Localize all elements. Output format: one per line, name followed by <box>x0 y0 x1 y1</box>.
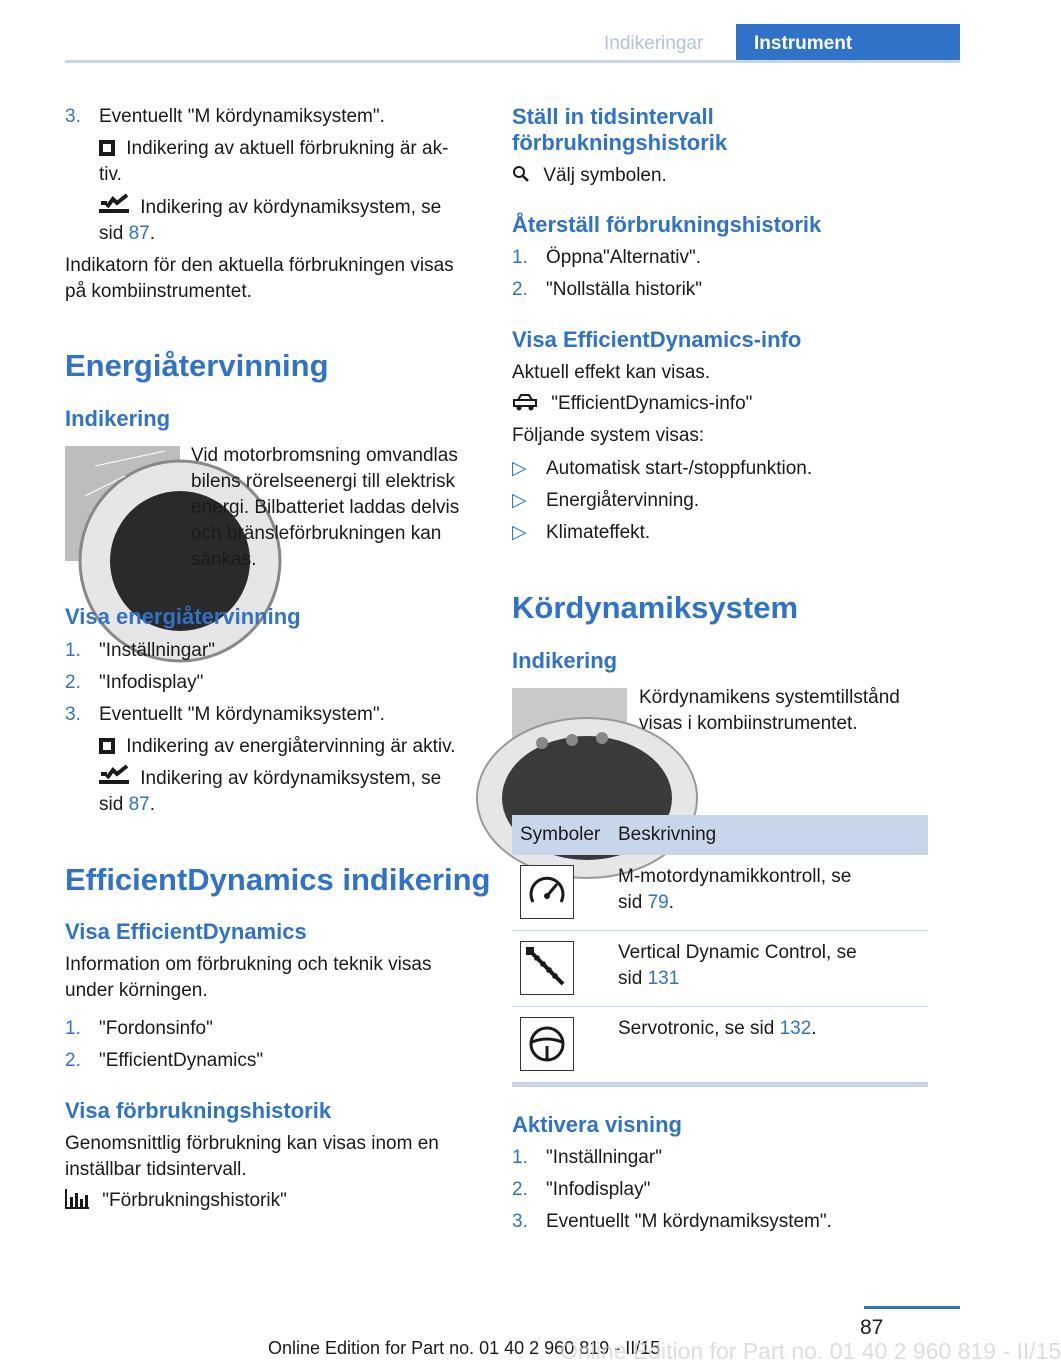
heading-visa-efficientdynamics: Visa EfficientDynamics <box>65 919 307 944</box>
page-link[interactable]: 131 <box>647 968 680 989</box>
check-road-icon <box>99 766 131 788</box>
paragraph-line: Genomsnittlig förbrukning kan visas inom en <box>65 1133 439 1154</box>
header-section-title: Indikeringar <box>604 33 704 54</box>
list-item: Klimateffekt. <box>546 522 651 543</box>
watermark: Online Edition for Part no. 01 40 2 960 819 - II/15 <box>560 1338 1061 1364</box>
list-item: "Nollställa historik" <box>546 279 703 300</box>
symbol-text: Indikering av aktuell förbrukning är ak- <box>126 138 449 159</box>
drive-dynamics-illustration <box>512 688 627 803</box>
list-item-text: Eventuellt "M kördynamiksystem". <box>99 106 385 127</box>
heading-visa-energiatervinning: Visa energiåtervinning <box>65 604 301 629</box>
symbol-line <box>99 734 455 760</box>
paragraph-line: Information om förbrukning och teknik visas <box>65 954 432 975</box>
list-number: 2. <box>512 279 528 300</box>
heading-energiatervinning: Energiåtervinning <box>65 348 329 383</box>
indik-line: sänkas. <box>191 549 257 570</box>
paragraph-line: Kördynamikens systemtillstånd <box>639 687 900 708</box>
list-number: 1. <box>512 1147 528 1168</box>
list-number: 1. <box>65 640 81 661</box>
symbol-text-cont: tiv. <box>99 164 122 185</box>
period: . <box>811 1018 817 1039</box>
paragraph-line: Följande system visas: <box>512 425 705 446</box>
heading-kordynamiksystem: Kördynamiksystem <box>512 590 799 625</box>
list-item: Eventuellt "M kördynamiksystem". <box>99 704 385 725</box>
symbol-text: Indikering av kördynamiksystem, se <box>140 768 442 789</box>
search-icon <box>512 165 530 183</box>
paragraph-line: Aktuell effekt kan visas. <box>512 362 711 383</box>
header-rule <box>65 60 960 63</box>
paragraph-line: visas i kombiinstrumentet. <box>639 713 858 734</box>
list-number: 2. <box>512 1179 528 1200</box>
symbol-line <box>99 136 448 162</box>
symbol-line <box>99 195 441 221</box>
table-cell-line <box>618 966 679 992</box>
symbol-text: Indikering av energiåtervinning är aktiv. <box>126 736 456 757</box>
indik-line: Vid motorbromsning omvandlas <box>191 445 458 466</box>
list-item: "Fordonsinfo" <box>99 1018 213 1039</box>
symbol-line <box>512 163 667 189</box>
heading-aktivera-visning: Aktivera visning <box>512 1112 682 1137</box>
page-link[interactable]: 87 <box>128 794 150 815</box>
footer-edition: Online Edition for Part no. 01 40 2 960 819 - II/15 <box>268 1338 661 1358</box>
indik-line: och bränsleförbrukningen kan <box>191 523 442 544</box>
bullet-triangle-icon: ▷ <box>512 458 527 479</box>
indicator-square-icon <box>99 140 115 156</box>
bar-chart-icon <box>65 1189 89 1209</box>
col-header-beskrivning: Beskrivning <box>618 824 717 845</box>
paragraph-line: under körningen. <box>65 980 208 1001</box>
list-number: 1. <box>512 247 528 268</box>
page-link[interactable]: 132 <box>779 1018 812 1039</box>
indik-line: energi. Bilbatteriet laddas delvis <box>191 497 460 518</box>
list-item: "Infodisplay" <box>546 1179 651 1200</box>
symbol-line <box>512 391 752 417</box>
indikering-paragraph <box>191 443 481 573</box>
list-item: "Infodisplay" <box>99 672 204 693</box>
list-item: Automatisk start-/stoppfunktion. <box>546 458 813 479</box>
symbol-text: "EfficientDynamics-info" <box>551 393 753 414</box>
table-cell-line: M-motordynamikkontroll, se <box>618 866 852 887</box>
gauge-illustration <box>65 446 180 561</box>
table-row-divider <box>512 1006 928 1007</box>
steering-wheel-icon <box>520 1017 574 1071</box>
symbol-text: Välj symbolen. <box>543 165 667 186</box>
symbol-line <box>99 766 441 792</box>
heading-visa-forbrukningshistorik: Visa förbrukningshistorik <box>65 1098 332 1123</box>
page-link[interactable]: 87 <box>128 223 150 244</box>
heading-indikering: Indikering <box>65 406 171 431</box>
page-number: 87 <box>860 1316 884 1339</box>
paragraph-line: Indikatorn för den aktuella förbrukningen visas <box>65 255 454 276</box>
car-info-icon <box>512 394 538 412</box>
energy-gauge-image <box>65 446 180 561</box>
list-number: 2. <box>65 1050 81 1071</box>
table-header <box>512 815 928 855</box>
page-ref-line <box>99 792 155 818</box>
table-cell-line <box>618 890 674 916</box>
cell-text: Servotronic, se sid <box>618 1018 780 1039</box>
period: . <box>149 794 155 815</box>
header-tab-instrument: Instrument <box>736 24 960 63</box>
list-number: 2. <box>65 672 81 693</box>
heading-visa-info: Visa EfficientDynamics-info <box>512 327 802 352</box>
heading-aterstall: Återställ förbrukningshistorik <box>512 212 822 237</box>
heading-line: förbrukningshistorik <box>512 130 728 155</box>
symbol-line <box>65 1188 287 1214</box>
list-item: "Inställningar" <box>99 640 215 661</box>
heading-stall-in-tidsintervall <box>512 104 727 156</box>
list-item: "EfficientDynamics" <box>99 1050 264 1071</box>
list-number: 3. <box>65 106 81 127</box>
check-road-icon <box>99 195 131 217</box>
gauge-icon <box>520 865 574 919</box>
sid-label: sid <box>99 223 129 244</box>
page-link[interactable]: 79 <box>647 892 669 913</box>
table-cell-line: Vertical Dynamic Control, se <box>618 942 857 963</box>
list-item: Energiåtervinning. <box>546 490 700 511</box>
table-cell-line <box>618 1016 817 1042</box>
page-ref-line <box>99 221 155 247</box>
footer-rule <box>864 1306 960 1309</box>
indik-line: bilens rörelseenergi till elektrisk <box>191 471 455 492</box>
period: . <box>149 223 155 244</box>
list-item: Öppna"Alternativ". <box>546 247 702 268</box>
shock-absorber-icon <box>520 941 574 995</box>
drive-dynamics-image <box>512 688 627 803</box>
sid-label: sid <box>618 968 648 989</box>
bullet-triangle-icon: ▷ <box>512 522 527 543</box>
heading-line: Ställ in tidsintervall <box>512 104 714 129</box>
heading-indikering: Indikering <box>512 648 618 673</box>
list-item: "Inställningar" <box>546 1147 662 1168</box>
list-item: Eventuellt "M kördynamiksystem". <box>546 1211 832 1232</box>
list-number: 1. <box>65 1018 81 1039</box>
symbol-text: "Förbrukningshistorik" <box>102 1190 287 1211</box>
paragraph-line: på kombiinstrumentet. <box>65 281 252 302</box>
paragraph-line: inställbar tidsintervall. <box>65 1159 247 1180</box>
col-header-symboler: Symboler <box>520 824 601 845</box>
list-number: 3. <box>65 704 81 725</box>
indicator-square-icon <box>99 738 115 754</box>
sid-label: sid <box>99 794 129 815</box>
symbol-text: Indikering av kördynamiksystem, se <box>140 197 442 218</box>
heading-efficientdynamics: EfficientDynamics indikering <box>65 862 491 897</box>
period: . <box>668 892 674 913</box>
table-bottom-rule <box>512 1082 928 1087</box>
bullet-triangle-icon: ▷ <box>512 490 527 511</box>
list-number: 3. <box>512 1211 528 1232</box>
sid-label: sid <box>618 892 648 913</box>
table-row-divider <box>512 930 928 931</box>
